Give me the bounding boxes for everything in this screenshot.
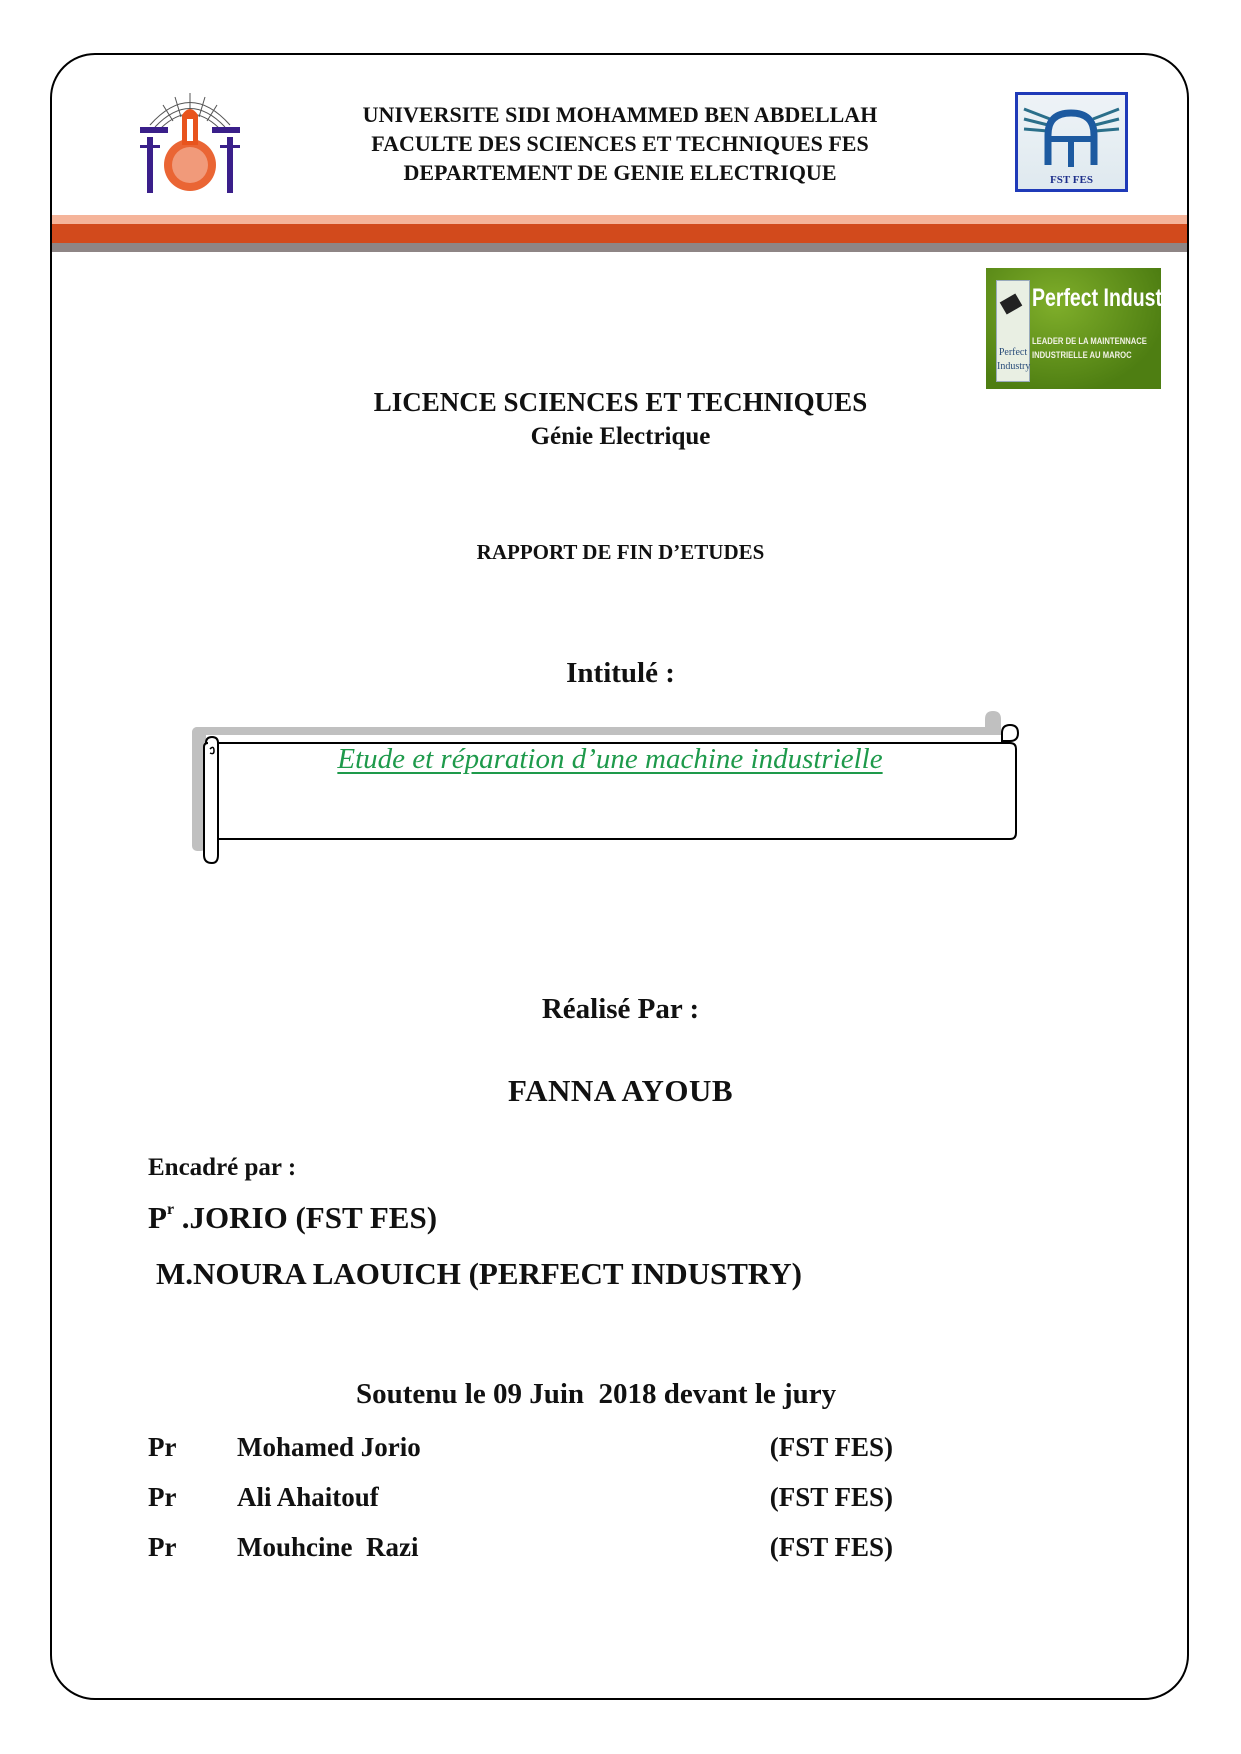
perfect-industry-logo: [986, 268, 1181, 389]
perfect-side-label: Perfect: [998, 347, 1028, 358]
title-scroll-banner: [190, 705, 1010, 865]
header-stripe-gray: [52, 243, 1187, 252]
jury-title: Pr: [148, 1482, 177, 1512]
perfect-industry-side-badge: [996, 280, 1030, 382]
jury-member: [148, 1432, 893, 1466]
industry-side-label: Industry: [997, 361, 1031, 372]
jury-name: Mouhcine Razi: [237, 1532, 419, 1562]
department-name: DEPARTEMENT DE GENIE ELECTRIQUE: [403, 160, 837, 185]
institution-header: [240, 100, 1000, 187]
jury-title: Pr: [148, 1532, 177, 1562]
jury-member: [148, 1532, 893, 1566]
university-name: UNIVERSITE SIDI MOHAMMED BEN ABDELLAH: [362, 102, 878, 127]
jury-name: Ali Ahaitouf: [237, 1482, 379, 1512]
supervisor-academic: [148, 1200, 437, 1236]
degree-specialty: Génie Electrique: [530, 423, 711, 450]
perfect-industry-name: Perfect Industry: [1032, 284, 1181, 312]
supervisor-industry: M.NOURA LAOUICH (PERFECT INDUSTRY): [156, 1256, 802, 1291]
report-type: RAPPORT DE FIN D’ETUDES: [476, 540, 765, 564]
usmba-university-logo: [135, 85, 245, 195]
header-stripe-orange: [52, 224, 1187, 243]
defense-statement: Soutenu le 09 Juin 2018 devant le jury: [356, 1378, 837, 1410]
author-name: FANNA AYOUB: [507, 1073, 734, 1108]
fst-fes-logo-text: FST FES: [1050, 174, 1093, 186]
jury-affiliation: (FST FES): [769, 1482, 893, 1512]
author-label: Réalisé Par :: [541, 993, 700, 1025]
supervisor-title-superscript: r: [166, 1201, 175, 1218]
degree-title: LICENCE SCIENCES ET TECHNIQUES: [373, 387, 868, 417]
perfect-industry-tagline-1: LEADER DE LA MAINTENNACE: [1032, 336, 1147, 346]
faculty-name: FACULTE DES SCIENCES ET TECHNIQUES FES: [371, 131, 869, 156]
jury-affiliation: (FST FES): [769, 1432, 893, 1462]
jury-name: Mohamed Jorio: [237, 1432, 421, 1462]
fst-fes-logo: [1015, 92, 1128, 192]
jury-member: [148, 1482, 893, 1516]
header-stripe-light: [52, 215, 1187, 224]
chip-icon: [1000, 293, 1023, 314]
jury-title: Pr: [148, 1432, 177, 1462]
supervisor-title-prefix: P: [148, 1200, 167, 1235]
supervision-label: Encadré par :: [148, 1154, 297, 1181]
perfect-industry-tagline-2: INDUSTRIELLE AU MAROC: [1032, 350, 1132, 360]
report-title: Etude et réparation d’une machine industrielle: [337, 743, 883, 775]
supervisor-academic-name: .JORIO (FST FES): [174, 1200, 438, 1235]
intitule-label: Intitulé :: [566, 657, 675, 689]
jury-affiliation: (FST FES): [769, 1532, 893, 1562]
